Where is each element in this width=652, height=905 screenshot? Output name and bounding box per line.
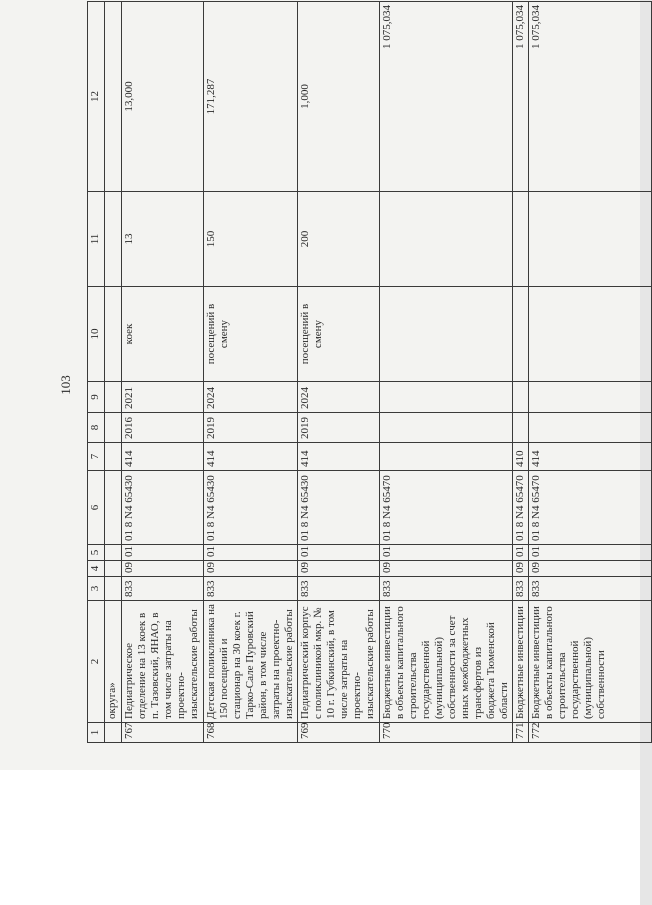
header-cell: 12	[88, 2, 105, 192]
cell-end-year: 2021	[122, 382, 204, 413]
investment-table	[87, 1, 652, 743]
row-number: 772	[529, 723, 652, 743]
cell-start-year	[529, 413, 652, 443]
cell-end-year	[529, 382, 652, 413]
cell-unit	[380, 287, 513, 382]
cell-capacity: 13	[122, 192, 204, 287]
cell-section: 09	[122, 561, 204, 577]
cell-start-year: 2019	[298, 413, 380, 443]
header-cell: 8	[88, 413, 105, 443]
cell-section: 09	[204, 561, 298, 577]
cell-capacity	[513, 192, 529, 287]
cell-admin: 833	[513, 577, 529, 601]
header-cell: 4	[88, 561, 105, 577]
cell-start-year	[513, 413, 529, 443]
cell-admin: 833	[122, 577, 204, 601]
cell-section: 09	[380, 561, 513, 577]
continuation-row	[105, 2, 122, 743]
row-name: Педиатрический корпус с поликлиникой мкр. № 10 г. Губкинский, в том числе затраты на проектно-изыскательские работы	[298, 601, 380, 723]
cell-expense-type: 410	[513, 443, 529, 471]
row-name: Бюджетные инвестиции в объекты капитального строительства государственной (муниципальной) собственности за счет иных межбюджетных трансфертов из бюджета Тюменской области	[380, 601, 513, 723]
cell-amount: 1 075,034	[529, 2, 652, 192]
row-number: 769	[298, 723, 380, 743]
header-cell: 1	[88, 723, 105, 743]
cell-admin: 833	[380, 577, 513, 601]
row-name: Бюджетные инвестиции в объекты капитального строительства государственной (муниципальной) собственности	[529, 601, 652, 723]
header-cell: 7	[88, 443, 105, 471]
page-number: 103	[58, 375, 73, 395]
cell-unit: посещений в смену	[204, 287, 298, 382]
rotated-table-area	[87, 5, 607, 743]
cell-end-year: 2024	[298, 382, 380, 413]
cell-subsection: 01	[529, 545, 652, 561]
cell-target: 01 8 N4 65430	[122, 471, 204, 545]
table-row	[529, 2, 652, 743]
cell-section: 09	[529, 561, 652, 577]
cell-capacity	[529, 192, 652, 287]
cell-expense-type	[380, 443, 513, 471]
cell-target: 01 8 N4 65470	[529, 471, 652, 545]
cell-admin: 833	[529, 577, 652, 601]
cell-unit: посещений в смену	[298, 287, 380, 382]
cell-subsection: 01	[204, 545, 298, 561]
cell-unit	[513, 287, 529, 382]
table-row	[204, 2, 298, 743]
cell-expense-type: 414	[529, 443, 652, 471]
header-cell: 5	[88, 545, 105, 561]
cell-unit	[529, 287, 652, 382]
cell-target: 01 8 N4 65430	[298, 471, 380, 545]
cell-subsection: 01	[298, 545, 380, 561]
header-cell: 3	[88, 577, 105, 601]
table-container	[87, 5, 607, 743]
row-number: 770	[380, 723, 513, 743]
header-cell: 6	[88, 471, 105, 545]
cell-amount: 1,000	[298, 2, 380, 192]
cell-end-year: 2024	[204, 382, 298, 413]
cell-amount: 1 075,034	[380, 2, 513, 192]
header-cell: 11	[88, 192, 105, 287]
cell-expense-type: 414	[298, 443, 380, 471]
row-name: Педиатрическое отделение на 13 коек в п. Тазовский, ЯНАО, в том числе затраты на проектно-изыскательские работы	[122, 601, 204, 723]
row-number: 771	[513, 723, 529, 743]
cell-subsection: 01	[513, 545, 529, 561]
cell-target: 01 8 N4 65430	[204, 471, 298, 545]
cell-section: 09	[513, 561, 529, 577]
table-row	[513, 2, 529, 743]
cell-amount: 171,287	[204, 2, 298, 192]
cell-end-year	[380, 382, 513, 413]
cell-admin: 833	[204, 577, 298, 601]
cell-subsection: 01	[122, 545, 204, 561]
header-cell: 9	[88, 382, 105, 413]
blank-margin	[0, 770, 640, 905]
row-number: 767	[122, 723, 204, 743]
cell-capacity	[380, 192, 513, 287]
cell-target: 01 8 N4 65470	[380, 471, 513, 545]
cell-expense-type: 414	[204, 443, 298, 471]
cell-start-year: 2016	[122, 413, 204, 443]
cell-amount: 1 075,034	[513, 2, 529, 192]
cell-admin: 833	[298, 577, 380, 601]
header-cell: 2	[88, 601, 105, 723]
cell-capacity: 150	[204, 192, 298, 287]
table-row	[298, 2, 380, 743]
cell-expense-type: 414	[122, 443, 204, 471]
cell-amount: 13,000	[122, 2, 204, 192]
header-row	[88, 2, 105, 743]
row-name: Детская поликлиника на 150 посещений и стационар на 30 коек г. Тарко-Сале Пуровский район, в том числе затраты на проектно-изыскательские работы	[204, 601, 298, 723]
cell-subsection: 01	[380, 545, 513, 561]
cell-start-year	[380, 413, 513, 443]
row-number: 768	[204, 723, 298, 743]
cell-capacity: 200	[298, 192, 380, 287]
cell-section: 09	[298, 561, 380, 577]
table-row	[380, 2, 513, 743]
header-cell: 10	[88, 287, 105, 382]
cell-end-year	[513, 382, 529, 413]
row-name: Бюджетные инвестиции	[513, 601, 529, 723]
cell-start-year: 2019	[204, 413, 298, 443]
continuation-text: округа»	[105, 601, 122, 723]
cell-target: 01 8 N4 65470	[513, 471, 529, 545]
cell-unit: коек	[122, 287, 204, 382]
table-row	[122, 2, 204, 743]
